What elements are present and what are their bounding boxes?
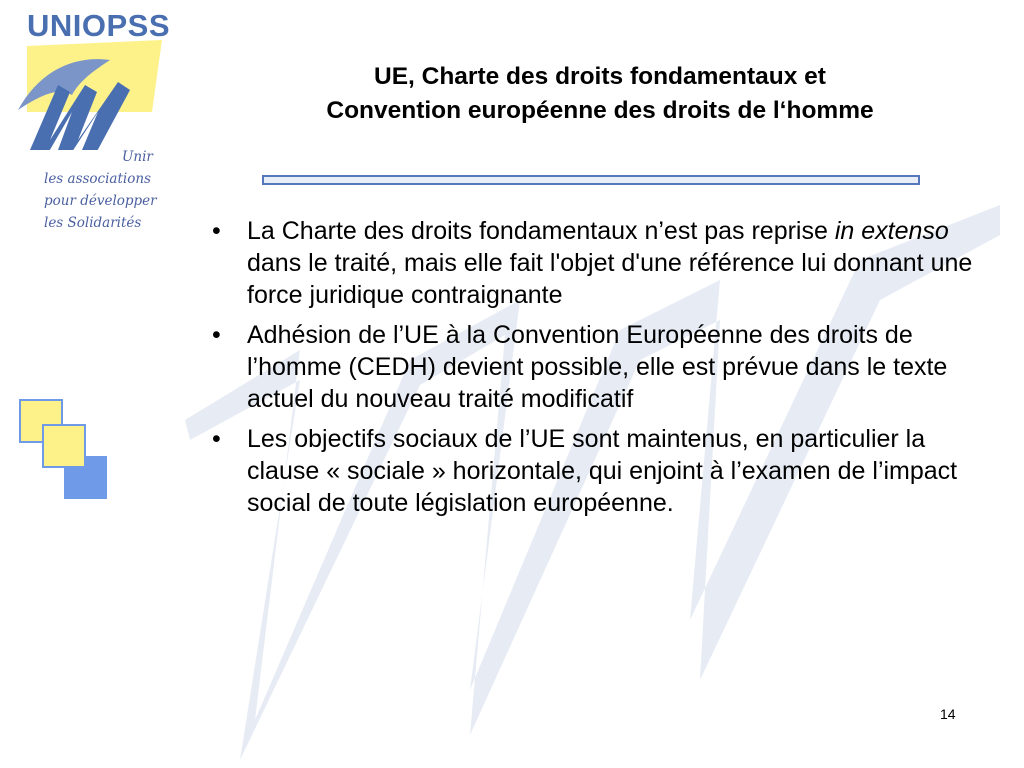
logo-tagline-line: les Solidarités <box>44 215 142 231</box>
slide-title <box>210 60 990 128</box>
slide-title-line-2: Convention européenne des droits de l‘homme <box>326 97 874 124</box>
slide-title-line-1: UE, Charte des droits fondamentaux et <box>374 63 826 90</box>
logo-tagline <box>44 146 184 234</box>
bullet-text: Adhésion de l’UE à la Convention Européenne des droits de l’homme (CEDH) devient possible, elle est prévue dans le texte actuel du nouveau traité modificatif <box>247 321 948 413</box>
bullet-item <box>212 319 1002 415</box>
decorative-squares-icon <box>18 398 113 503</box>
bullet-text-italic: in extenso <box>834 217 949 245</box>
logo-mark-icon <box>0 0 190 150</box>
logo-tagline-line: pour développer <box>44 193 157 209</box>
logo-name: UNIOPSS <box>27 8 171 43</box>
page-number: 14 <box>940 706 956 722</box>
uniopss-logo <box>0 0 190 260</box>
bullet-text: La Charte des droits fondamentaux n’est pas reprise <box>247 217 835 245</box>
bullet-item <box>212 423 1002 519</box>
bullet-item <box>212 215 1002 311</box>
title-divider <box>262 175 920 185</box>
bullet-list <box>212 215 1002 527</box>
bullet-text: Les objectifs sociaux de l’UE sont maintenus, en particulier la clause « sociale » horizontale, qui enjoint à l’examen de l’impact social de toute législation européenne. <box>247 425 958 517</box>
logo-tagline-line: les associations <box>44 171 151 187</box>
logo-tagline-line: Unir <box>122 149 153 165</box>
bullet-text: dans le traité, mais elle fait l'objet d'une référence lui donnant une force juridique contraignante <box>247 249 973 309</box>
